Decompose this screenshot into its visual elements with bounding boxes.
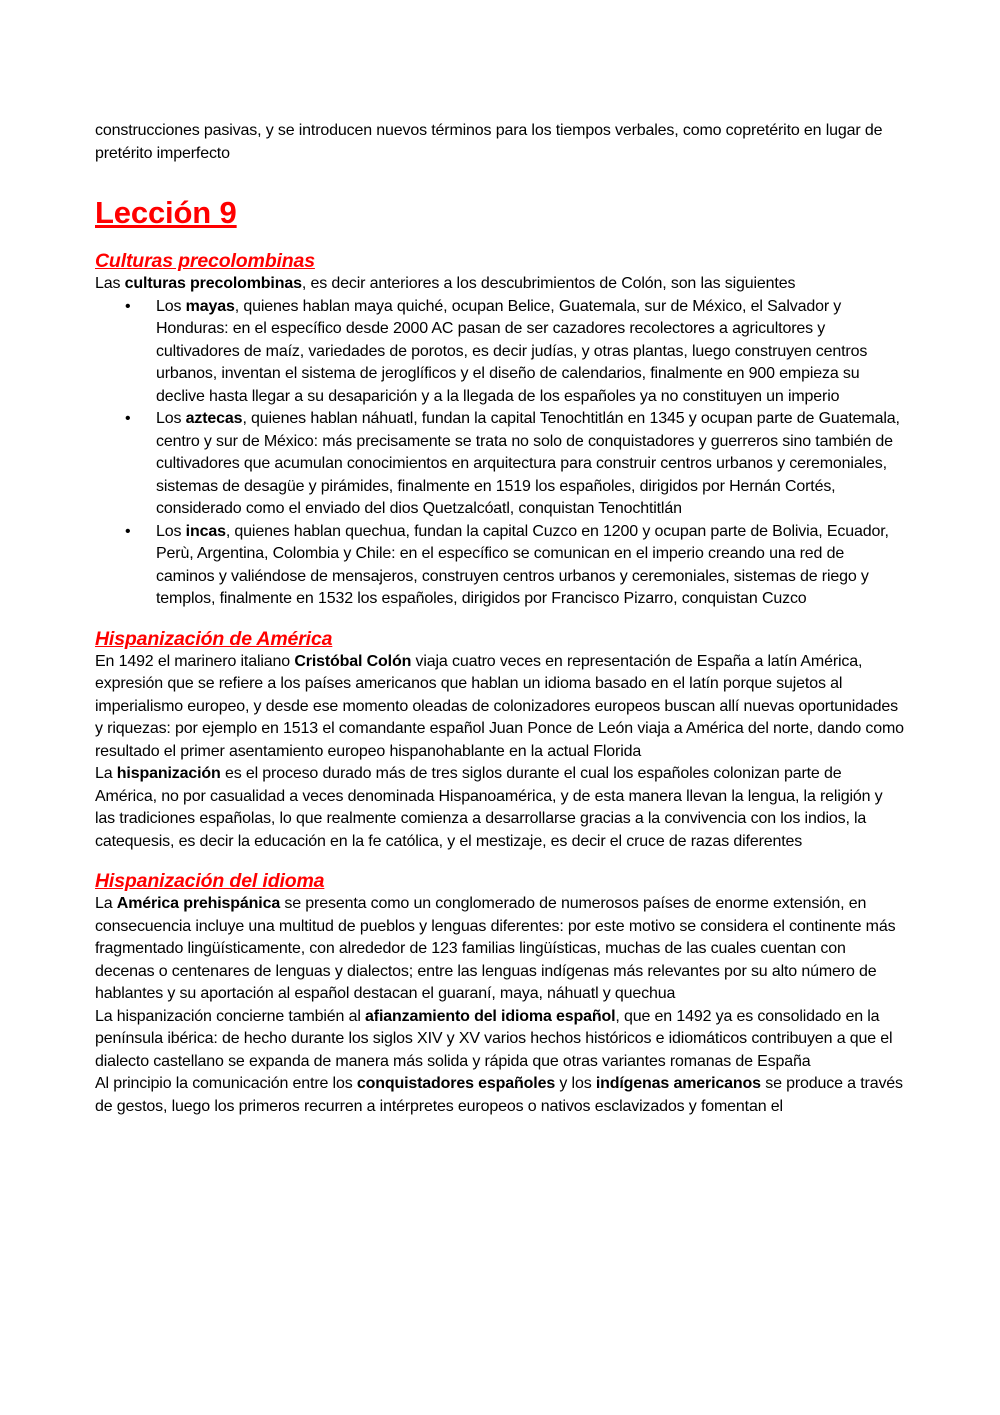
- text-run: La: [95, 895, 117, 912]
- section-title-culturas: Culturas precolombinas: [95, 250, 315, 272]
- text-run: Las: [95, 275, 125, 292]
- intro-paragraph: construcciones pasivas, y se introducen nuevos términos para los tiempos verbales, como copretérito en lugar de pretérito imperfecto: [95, 122, 883, 162]
- text-run: En 1492 el marinero italiano: [95, 652, 295, 670]
- list-item: [156, 296, 905, 409]
- section-hisp-idioma: [95, 869, 905, 1118]
- bold-term: afianzamiento del idioma español: [365, 1007, 616, 1025]
- culturas-lead: [95, 273, 905, 296]
- text-run: es el proceso durado más de tres siglos durante el cual los españoles colonizan parte de América, no por casualidad a veces denominada Hispanoamérica, y de esta manera llevan la lengua, la religión y las tradiciones españolas, lo que realmente comienza a desarrollarse gracias a la convivencia con los indios, la catequesis, es decir la educación en la fe católica, y el mestizaje, es decir el cruce de razas diferentes: [95, 765, 883, 850]
- bold-term: aztecas: [185, 410, 243, 427]
- hisp-idioma-paragraph-2: [95, 1006, 905, 1074]
- bold-term: conquistadores españoles: [356, 1075, 556, 1092]
- text-run: Los: [156, 297, 186, 315]
- bold-term: América prehispánica: [116, 895, 281, 912]
- text-run: Al principio la comunicación entre los: [95, 1075, 357, 1092]
- hisp-idioma-paragraph-3: [95, 1073, 905, 1118]
- lesson-title: Lección 9: [95, 195, 237, 230]
- section-title-hisp-idioma: Hispanización del idioma: [95, 870, 325, 892]
- section-culturas: [95, 249, 905, 611]
- hisp-america-paragraph-2: [95, 763, 905, 853]
- hisp-america-paragraph-1: [95, 651, 905, 764]
- bold-term: hispanización: [116, 765, 221, 782]
- bold-term: mayas: [185, 297, 235, 315]
- bold-term: incas: [185, 522, 226, 540]
- text-run: viaja cuatro veces en representación de España a latín América, expresión que se refiere a los países americanos que hablan un idioma basado en el latín porque sujetos al imperialismo europeo, y desde ese momento oleadas de colonizadores europeos buscan allí nuevas oportunidades y riquezas: por ejemplo en 1513 el comandante español Juan Ponce de León viaja a América del norte, dando como resultado el primer asentamiento europeo hispanohablante en la actual Florida: [95, 652, 904, 760]
- section-title-hisp-america: Hispanización de América: [95, 627, 333, 650]
- bold-term: Cristóbal Colón: [294, 652, 412, 670]
- list-item: [156, 408, 905, 521]
- text-run: Los: [156, 522, 186, 540]
- text-run: La: [95, 765, 117, 782]
- list-item: [156, 521, 905, 611]
- text-run: , quienes hablan quechua, fundan la capital Cuzco en 1200 y ocupan parte de Bolivia, Ecuador, Perù, Argentina, Colombia y Chile: en el específico se comunican en el imperio creando una red de caminos y valiéndose de mensajeros, construyen centros urbanos y ceremoniales, sistemas de riego y templos, finalmente en 1532 los españoles, dirigidos por Francisco Pizarro, conquistan Cuzco: [156, 522, 889, 607]
- text-run: , que en 1492 ya es consolidado en la península ibérica: de hecho durante los siglos XIV y XV varios hechos históricos e idiomáticos contribuyen a que el dialecto castellano se expanda de manera más solida y rápida que otras variantes romanas de España: [95, 1007, 893, 1070]
- culturas-list: [95, 296, 905, 611]
- text-run: La hispanización concierne también al: [95, 1007, 366, 1025]
- bold-term: indígenas americanos: [595, 1075, 761, 1092]
- text-run: se presenta como un conglomerado de numerosos países de enorme extensión, en consecuencia incluye una multitud de pueblos y lenguas diferentes: por este motivo se considera el continente más fragmentado lingüísticamente, con alrededor de 123 familias lingüísticas, muchas de las cuales cuentan con decenas o centenares de lenguas y dialectos; entre las lenguas indígenas más relevantes por su alto número de hablantes y su aportación al español destacan el guaraní, maya, náhuatl y quechua: [95, 895, 896, 1002]
- section-hisp-america: [95, 627, 905, 854]
- text-run: , quienes hablan maya quiché, ocupan Belice, Guatemala, sur de México, el Salvador y Honduras: en el específico desde 2000 AC pasan de ser cazadores recolectores a agricultores y cultivadores de maíz, variedades de porotos, es decir judías, y otras plantas, luego construyen centros urbanos, inventan el sistema de jeroglíficos y el diseño de calendarios, finalmente en 900 empieza su declive hasta llegar a su desaparición y a la llegada de los españoles ya no constituyen un imperio: [156, 297, 868, 405]
- text-run: y los: [555, 1075, 596, 1092]
- document-page: [95, 120, 905, 1134]
- bold-term: culturas precolombinas: [124, 275, 302, 292]
- text-run: , es decir anteriores a los descubrimientos de Colón, son las siguientes: [301, 275, 796, 292]
- hisp-idioma-paragraph-1: [95, 893, 905, 1006]
- text-run: , quienes hablan náhuatl, fundan la capital Tenochtitlán en 1345 y ocupan parte de Guatemala, centro y sur de México: más precisamente se trata no solo de conquistadores y guerreros sino también de cultivadores que acumulan conocimientos en arquitectura para construir centros urbanos y ceremoniales, sistemas de desagüe y pirámides, finalmente en 1519 los españoles, dirigidos por Hernán Cortés, considerado como el enviado del dios Quetzalcóatl, conquistan Tenochtitlán: [156, 410, 900, 517]
- text-run: Los: [156, 410, 186, 427]
- text-run: se produce a través de gestos, luego los primeros recurren a intérpretes europeos o nativos esclavizados y fomentan el: [95, 1075, 903, 1115]
